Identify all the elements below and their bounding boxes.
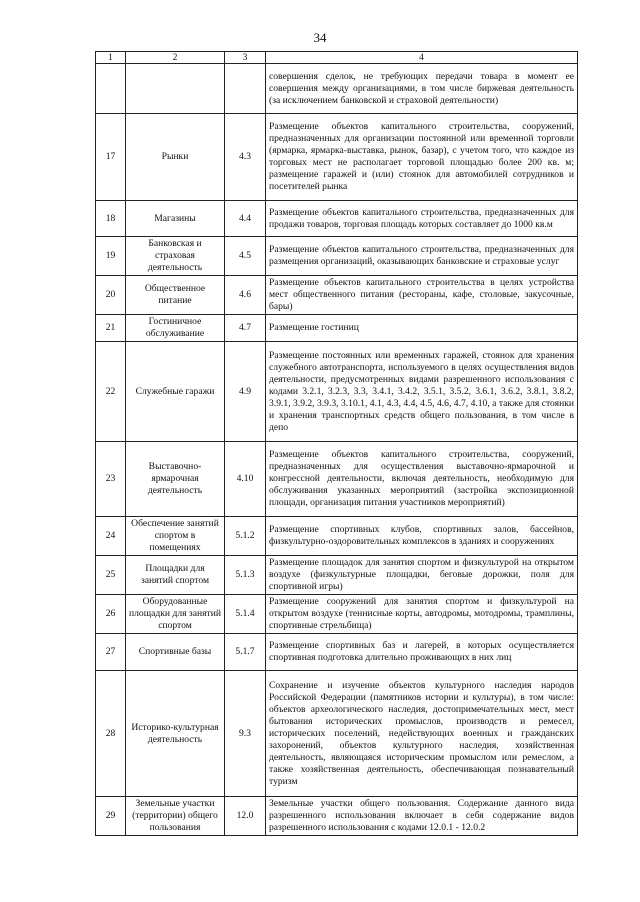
row-number: 25 (96, 556, 126, 595)
row-description: Размещение спортивных баз и лагерей, в которых осуществляется спортивная подготовка длительно проживающих в них лиц (266, 634, 578, 671)
page-number: 34 (313, 30, 327, 45)
row-name: Гостиничное обслуживание (126, 315, 225, 342)
row-description: Земельные участки общего пользования. Содержание данного вида разрешенного использования включает в себя содержание видов разрешенного использования с кодами 12.0.1 - 12.0.2 (266, 797, 578, 836)
row-name: Выставочно-ярмарочная деятельность (126, 442, 225, 517)
row-code: 5.1.7 (225, 634, 266, 671)
row-code: 5.1.3 (225, 556, 266, 595)
row-number: 26 (96, 595, 126, 634)
row-code: 4.3 (225, 114, 266, 201)
row-number: 24 (96, 517, 126, 556)
table-row (96, 595, 578, 634)
row-code: 4.5 (225, 237, 266, 276)
row-code (225, 64, 266, 114)
row-name: Общественное питание (126, 276, 225, 315)
row-number: 17 (96, 114, 126, 201)
row-name: Спортивные базы (126, 634, 225, 671)
row-description: Размещение объектов капитального строительства, сооружений, предназначенных для организации постоянной или временной торговли (ярмарка, ярмарка-выставка, рынок, базар), с учетом того, что каждое из торговых мест не располагает торговой площадью более 200 кв. м; размещение гаражей и (или) стоянок для автомобилей сотрудников и посетителей рынка (266, 114, 578, 201)
row-number: 19 (96, 237, 126, 276)
row-description: Размещение постоянных или временных гаражей, стоянок для хранения служебного автотранспорта, используемого в целях осуществления видов деятельности, предусмотренных видами разрешенного использования с кодами 3.2.1, 3.2.3, 3.3, 3.4.1, 3.4.2, 3.5.1, 3.5.2, 3.6.1, 3.6.2, 3.8.1, 3.8.2, 3.9.1, 3.9.2, 3.9.3, 3.10.1, 4.1, 4.3, 4.4, 4.5, 4.6, 4.7, 4.10, а также для стоянки и хранения транспортных средств общего пользования, в том числе в депо (266, 342, 578, 442)
row-description: Размещение объектов капитального строительства, предназначенных для продажи товаров, торговая площадь которых составляет до 1000 кв.м (266, 201, 578, 237)
row-number: 29 (96, 797, 126, 836)
row-code: 4.10 (225, 442, 266, 517)
row-description: Размещение сооружений для занятия спортом и физкультурой на открытом воздухе (теннисные корты, автодромы, мотодромы, трамплины, спортивные стрельбища) (266, 595, 578, 634)
row-description: Размещение площадок для занятия спортом и физкультурой на открытом воздухе (физкультурные площадки, беговые дорожки, поля для спортивной игры) (266, 556, 578, 595)
row-number: 20 (96, 276, 126, 315)
table-row (96, 64, 578, 114)
land-use-table (95, 51, 578, 836)
row-code: 9.3 (225, 671, 266, 797)
row-name: Обеспечение занятий спортом в помещениях (126, 517, 225, 556)
row-code: 4.9 (225, 342, 266, 442)
table-row (96, 201, 578, 237)
table-row (96, 237, 578, 276)
row-description: Размещение спортивных клубов, спортивных залов, бассейнов, физкультурно-оздоровительных комплексов в зданиях и сооружениях (266, 517, 578, 556)
row-code: 4.7 (225, 315, 266, 342)
table-row (96, 671, 578, 797)
table-row (96, 342, 578, 442)
row-number: 22 (96, 342, 126, 442)
table-row (96, 276, 578, 315)
row-name (126, 64, 225, 114)
row-number (96, 64, 126, 114)
row-number: 27 (96, 634, 126, 671)
row-number: 21 (96, 315, 126, 342)
table-row (96, 315, 578, 342)
row-description: совершения сделок, не требующих передачи товара в момент ее совершения между организациями, в том числе биржевая деятельность (за исключением банковской и страховой деятельности) (266, 64, 578, 114)
table-row (96, 556, 578, 595)
header-row (96, 52, 578, 64)
row-description: Размещение объектов капитального строительства в целях устройства мест общественного питания (рестораны, кафе, столовые, закусочные, бары) (266, 276, 578, 315)
row-code: 5.1.2 (225, 517, 266, 556)
row-name: Рынки (126, 114, 225, 201)
row-code: 4.4 (225, 201, 266, 237)
row-name: Служебные гаражи (126, 342, 225, 442)
row-description: Размещение объектов капитального строительства, сооружений, предназначенных для осуществления выставочно-ярмарочной и конгрессной деятельности, включая деятельность, необходимую для обслуживания указанных мероприятий (застройка экспозиционной площади, организация питания участников мероприятий) (266, 442, 578, 517)
row-name: Магазины (126, 201, 225, 237)
row-name: Банковская и страховая деятельность (126, 237, 225, 276)
row-code: 5.1.4 (225, 595, 266, 634)
row-code: 12.0 (225, 797, 266, 836)
header-col-2: 2 (126, 52, 225, 64)
row-name: Историко-культурная деятельность (126, 671, 225, 797)
header-col-4: 4 (266, 52, 578, 64)
table-row (96, 634, 578, 671)
header-col-1: 1 (96, 52, 126, 64)
row-number: 18 (96, 201, 126, 237)
row-code: 4.6 (225, 276, 266, 315)
row-description: Сохранение и изучение объектов культурного наследия народов Российской Федерации (памятников истории и культуры), в том числе: объектов археологического наследия, достопримечательных мест, мест бытования исторических промыслов, производств и ремесел, исторических поселений, недействующих военных и гражданских захоронений, объектов культурного наследия, хозяйственная деятельность, являющаяся историческим промыслом или ремеслом, а также хозяйственная деятельность, обеспечивающая познавательный туризм (266, 671, 578, 797)
row-description: Размещение гостиниц (266, 315, 578, 342)
table-row (96, 517, 578, 556)
row-number: 23 (96, 442, 126, 517)
table-row (96, 797, 578, 836)
row-name: Площадки для занятий спортом (126, 556, 225, 595)
row-number: 28 (96, 671, 126, 797)
table-row (96, 442, 578, 517)
table-row (96, 114, 578, 201)
row-name: Оборудованные площадки для занятий спортом (126, 595, 225, 634)
row-description: Размещение объектов капитального строительства, предназначенных для размещения организаций, оказывающих банковские и страховые услуг (266, 237, 578, 276)
row-name: Земельные участки (территории) общего пользования (126, 797, 225, 836)
header-col-3: 3 (225, 52, 266, 64)
